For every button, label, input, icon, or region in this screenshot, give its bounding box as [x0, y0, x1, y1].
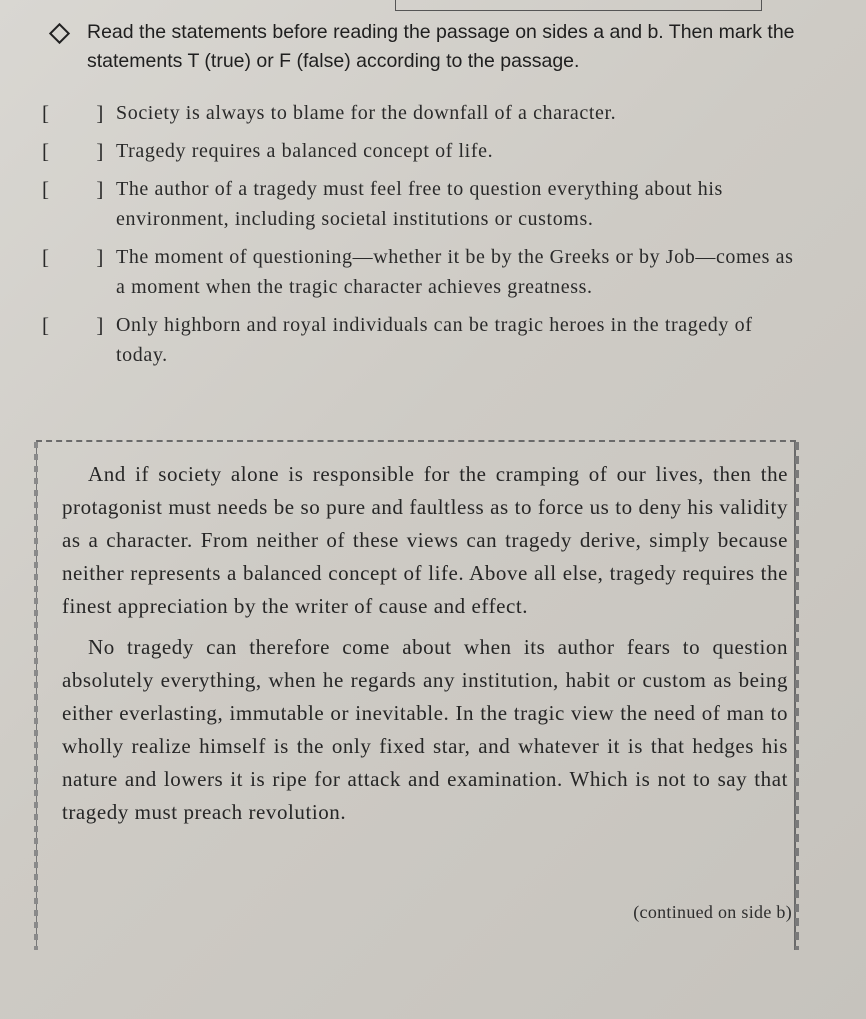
answer-bracket[interactable]	[42, 98, 104, 128]
answer-bracket[interactable]	[42, 136, 104, 166]
statement-item	[42, 98, 802, 128]
instruction-text: Read the statements before reading the passage on sides a and b. Then mark the statements T (true) or F (false) according to the passage.	[87, 21, 795, 72]
bracket-open: [	[42, 177, 50, 201]
instruction-block	[52, 18, 812, 76]
statement-list	[42, 98, 802, 378]
continued-note: (continued on side b)	[633, 902, 792, 922]
bracket-close: ]	[96, 245, 104, 269]
statement-text: Society is always to blame for the downfall of a character.	[116, 102, 617, 124]
bracket-close: ]	[96, 101, 104, 125]
answer-bracket[interactable]	[42, 174, 104, 204]
statement-text: The author of a tragedy must feel free to question everything about his environment, including societal institutions or customs.	[116, 178, 723, 230]
passage-paragraph: No tragedy can therefore come about when its author fears to question absolutely everything, when he regards any institution, habit or custom as being either everlasting, immutable or inevitable. In the tragic view the need of man to wholly realize himself is the only fixed star, and whatever it is that hedges his nature and lowers it is ripe for attack and examination. Which is not to say that tragedy must preach revolution.	[62, 635, 788, 824]
statement-item	[42, 310, 802, 370]
bracket-open: [	[42, 139, 50, 163]
passage-paragraph: And if society alone is responsible for the cramping of our lives, then the protagonist must needs be so pure and faultless as to force us to deny his validity as a character. From neither of these views can tragedy derive, simply because neither represents a balanced concept of life. Above all else, tragedy requires the finest appreciation by the writer of cause and effect.	[62, 462, 788, 618]
statement-item	[42, 242, 802, 302]
passage-text	[62, 458, 788, 837]
bracket-open: [	[42, 245, 50, 269]
bracket-open: [	[42, 313, 50, 337]
statement-item	[42, 174, 802, 234]
diamond-bullet-icon	[49, 23, 70, 44]
bracket-close: ]	[96, 139, 104, 163]
answer-bracket[interactable]	[42, 242, 104, 272]
statement-text: The moment of questioning—whether it be by the Greeks or by Job—comes as a moment when the tragic character achieves greatness.	[116, 246, 794, 298]
top-answer-line	[395, 0, 762, 11]
bracket-close: ]	[96, 177, 104, 201]
statement-text: Tragedy requires a balanced concept of life.	[116, 140, 494, 162]
bracket-open: [	[42, 101, 50, 125]
bracket-close: ]	[96, 313, 104, 337]
answer-bracket[interactable]	[42, 310, 104, 340]
statement-item	[42, 136, 802, 166]
statement-text: Only highborn and royal individuals can be tragic heroes in the tragedy of today.	[116, 314, 753, 366]
